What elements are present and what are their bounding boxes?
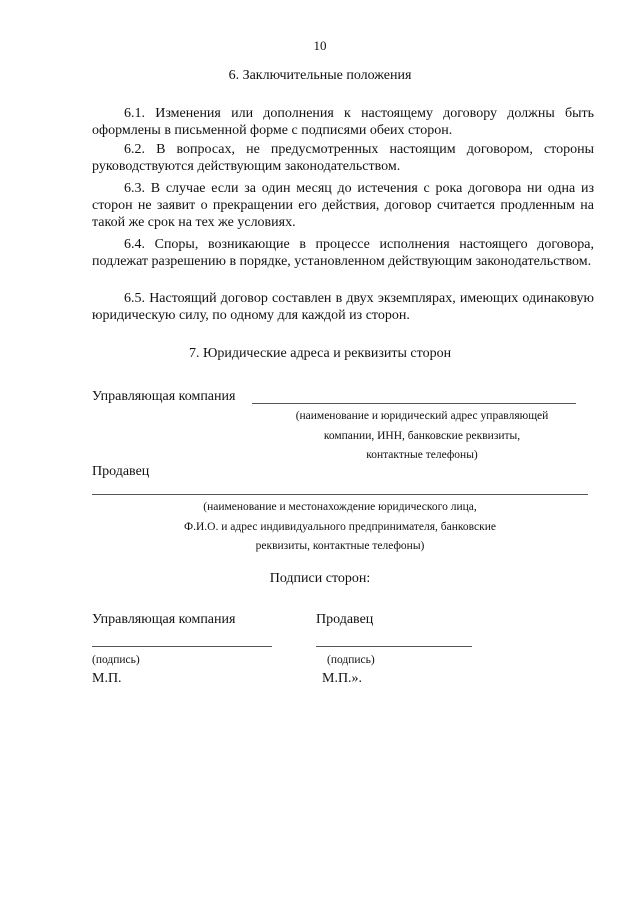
paragraph-6-2: 6.2. В вопросах, не предусмотренных настоящим договором, стороны руководствуются действующим законодательством. (92, 142, 594, 174)
signature-right-label: Продавец (316, 612, 374, 627)
section-6-title: 6. Заключительные положения (228, 68, 412, 83)
signature-right-caption: (подпись) (327, 654, 375, 666)
section-7-title: 7. Юридические адреса и реквизиты сторон (188, 346, 452, 361)
signature-left-caption: (подпись) (92, 654, 140, 666)
seller-note-line-2: Ф.И.О. и адрес индивидуального предпринимателя, банковские (184, 520, 496, 533)
company-label: Управляющая компания (92, 389, 236, 404)
company-note-line-2: компании, ИНН, банковские реквизиты, (323, 429, 521, 442)
signature-left-label: Управляющая компания (92, 612, 236, 627)
signature-right-line (316, 646, 472, 647)
seller-note-line-1: (наименование и местонахождение юридического лица, (203, 501, 477, 513)
stamp-left: М.П. (92, 671, 122, 686)
signature-left-line (92, 646, 272, 647)
seller-note (92, 498, 588, 557)
company-note (252, 407, 592, 466)
stamp-right: М.П.». (322, 671, 363, 686)
seller-details-line (92, 494, 588, 495)
company-note-line-1: (наименование и юридический адрес управляющей (295, 410, 549, 422)
signatures-title: Подписи сторон: (269, 571, 371, 586)
seller-note-line-3: реквизиты, контактные телефоны) (255, 540, 425, 552)
company-details-line (252, 403, 576, 404)
company-note-line-3: контактные телефоны) (366, 449, 478, 461)
paragraph-6-4: 6.4. Споры, возникающие в процессе исполнения настоящего договора, подлежат разрешению в порядке, установленном действующим законодательством. (92, 237, 594, 269)
paragraph-6-1: 6.1. Изменения или дополнения к настоящему договору должны быть оформлены в письменной форме с подписями обеих сторон. (92, 106, 594, 138)
page-number: 10 (313, 38, 327, 53)
seller-label: Продавец (92, 464, 150, 479)
paragraph-6-3: 6.3. В случае если за один месяц до истечения с рока договора ни одна из сторон не заявит о прекращении его действия, договор считается продленным на такой же срок на тех же условиях. (92, 181, 594, 230)
paragraph-6-5: 6.5. Настоящий договор составлен в двух экземплярах, имеющих одинаковую юридическую силу, по одному для каждой из сторон. (92, 291, 594, 323)
